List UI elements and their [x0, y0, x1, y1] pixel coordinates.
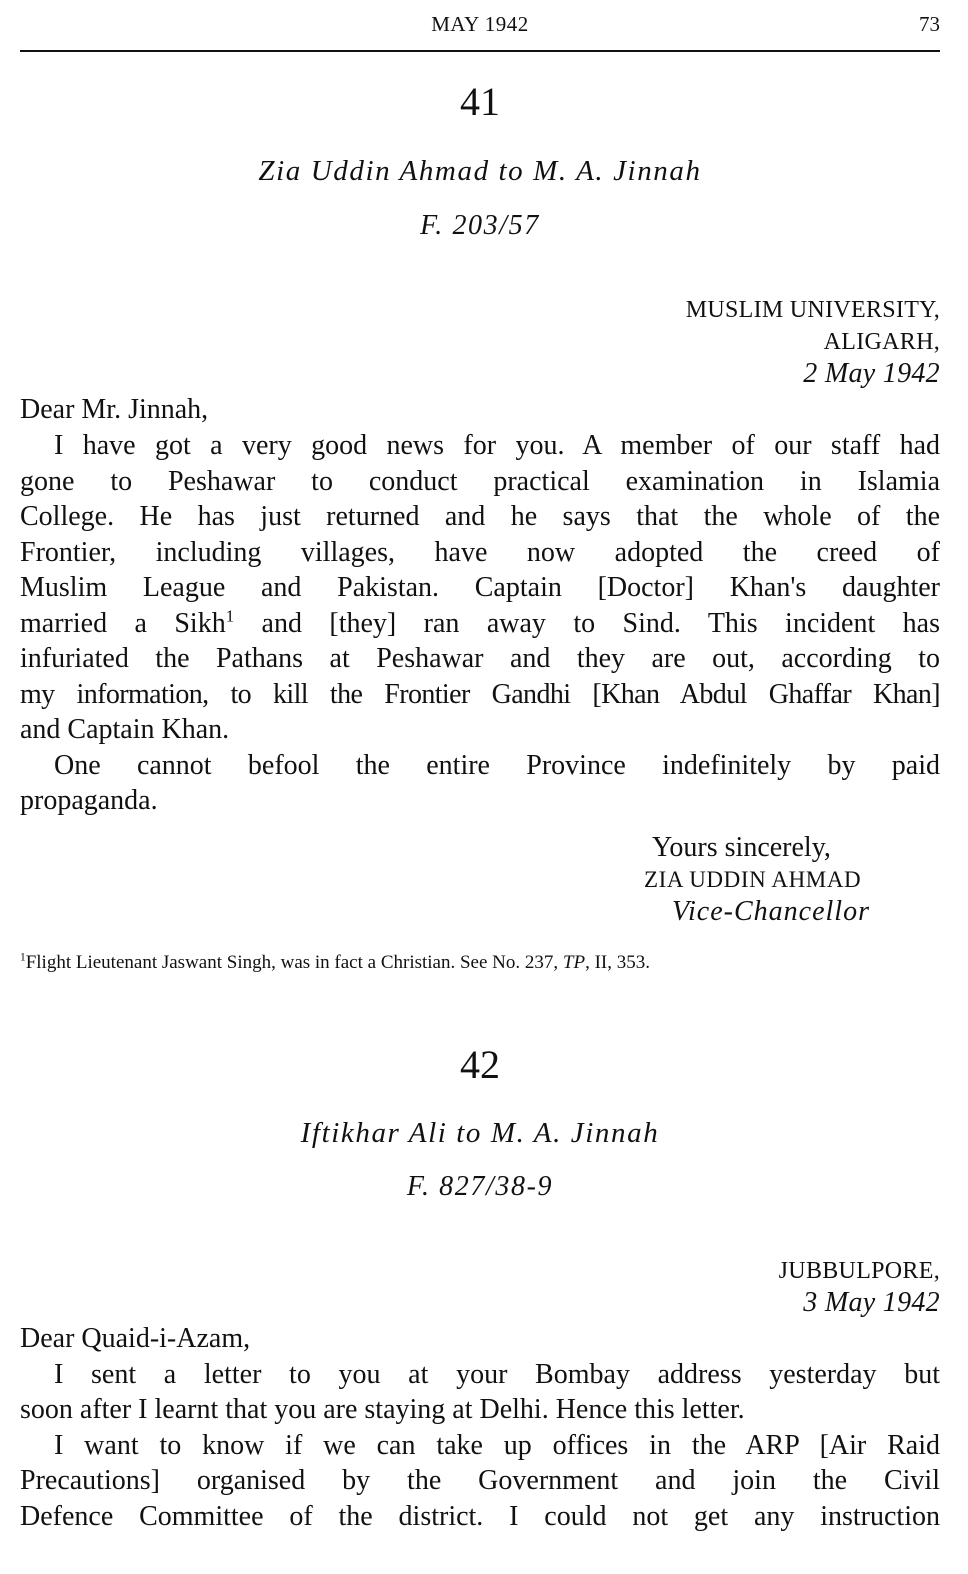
footnote-reference: 1 — [225, 606, 235, 626]
signer-title: Vice-Chancellor — [672, 895, 870, 927]
text-line: Frontier, including villages, have now adopted the creed of — [20, 536, 940, 568]
text-line: Muslim League and Pakistan. Captain [Doctor] Khan's daughter — [20, 572, 940, 603]
text-line: propaganda. — [20, 785, 158, 816]
footnote-citation: TP — [562, 951, 586, 973]
text-line: I have got a very good news for you. A member of our staff had — [54, 430, 940, 461]
page-number: 73 — [919, 12, 940, 36]
text-line: I want to know if we can take up offices in the ARP [Air Raid — [54, 1429, 940, 1461]
letter-date: 2 May 1942 — [803, 358, 940, 389]
text-run: married a Sikh — [20, 607, 226, 639]
text-line: gone to Peshawar to conduct practical examination in Islamia — [20, 465, 940, 497]
valediction: Yours sincerely, — [652, 831, 831, 863]
document-heading: Zia Uddin Ahmad to M. A. Jinnah — [258, 155, 702, 187]
document-heading: Iftikhar Ali to M. A. Jinnah — [300, 1116, 660, 1149]
footnote-text: , II, 353. — [585, 951, 650, 973]
document-number: 42 — [460, 1041, 500, 1087]
running-head — [20, 0, 940, 38]
text-line: and Captain Khan. — [20, 714, 230, 745]
address-line: MUSLIM UNIVERSITY, — [685, 297, 940, 323]
sender-address — [20, 294, 940, 390]
letter-date: 3 May 1942 — [803, 1286, 940, 1318]
file-reference: F. 203/57 — [420, 210, 540, 241]
letter-paragraph — [20, 1357, 940, 1428]
footnote — [20, 951, 940, 975]
letter-paragraph — [20, 428, 940, 748]
text-line: I sent a letter to you at your Bombay address yesterday but — [54, 1358, 940, 1390]
signer-name: ZIA UDDIN AHMAD — [644, 866, 862, 892]
text-line: my information, to kill the Frontier Gandhi [Khan Abdul Ghaffar Khan] — [20, 678, 940, 710]
letter-paragraph — [20, 1428, 940, 1535]
file-reference: F. 827/38-9 — [406, 1170, 554, 1202]
footnote-text: Flight Lieutenant Jaswant Singh, was in fact a Christian. See No. 237, — [25, 951, 563, 973]
address-line: JUBBULPORE, — [778, 1257, 940, 1284]
letter-closing — [644, 831, 940, 929]
text-line: infuriated the Pathans at Peshawar and they are out, according to — [20, 643, 940, 674]
salutation: Dear Quaid-i-Azam, — [20, 1322, 251, 1354]
document-42 — [20, 1041, 940, 1535]
footnote-marker: 1 — [20, 951, 26, 964]
document-page — [20, 0, 940, 1534]
header-rule — [20, 50, 940, 52]
text-line: soon after I learnt that you are staying at Delhi. Hence this letter. — [20, 1394, 745, 1425]
sender-address — [20, 1255, 940, 1319]
text-line: One cannot befool the entire Province indefinitely by paid — [54, 749, 940, 781]
text-line: Defence Committee of the district. I could not get any instruction — [20, 1500, 940, 1532]
running-head-title: MAY 1942 — [431, 12, 529, 36]
text-line: College. He has just returned and he says that the whole of the — [20, 501, 940, 532]
text-line: Precautions] organised by the Government and join the Civil — [20, 1465, 940, 1496]
document-number: 41 — [460, 79, 500, 124]
address-line: ALIGARH, — [823, 329, 940, 355]
salutation: Dear Mr. Jinnah, — [20, 394, 209, 425]
text-run: and [they] ran away to Sind. This incident has — [234, 607, 940, 639]
text-line — [20, 606, 940, 642]
document-41 — [20, 78, 940, 975]
letter-paragraph — [20, 748, 940, 819]
